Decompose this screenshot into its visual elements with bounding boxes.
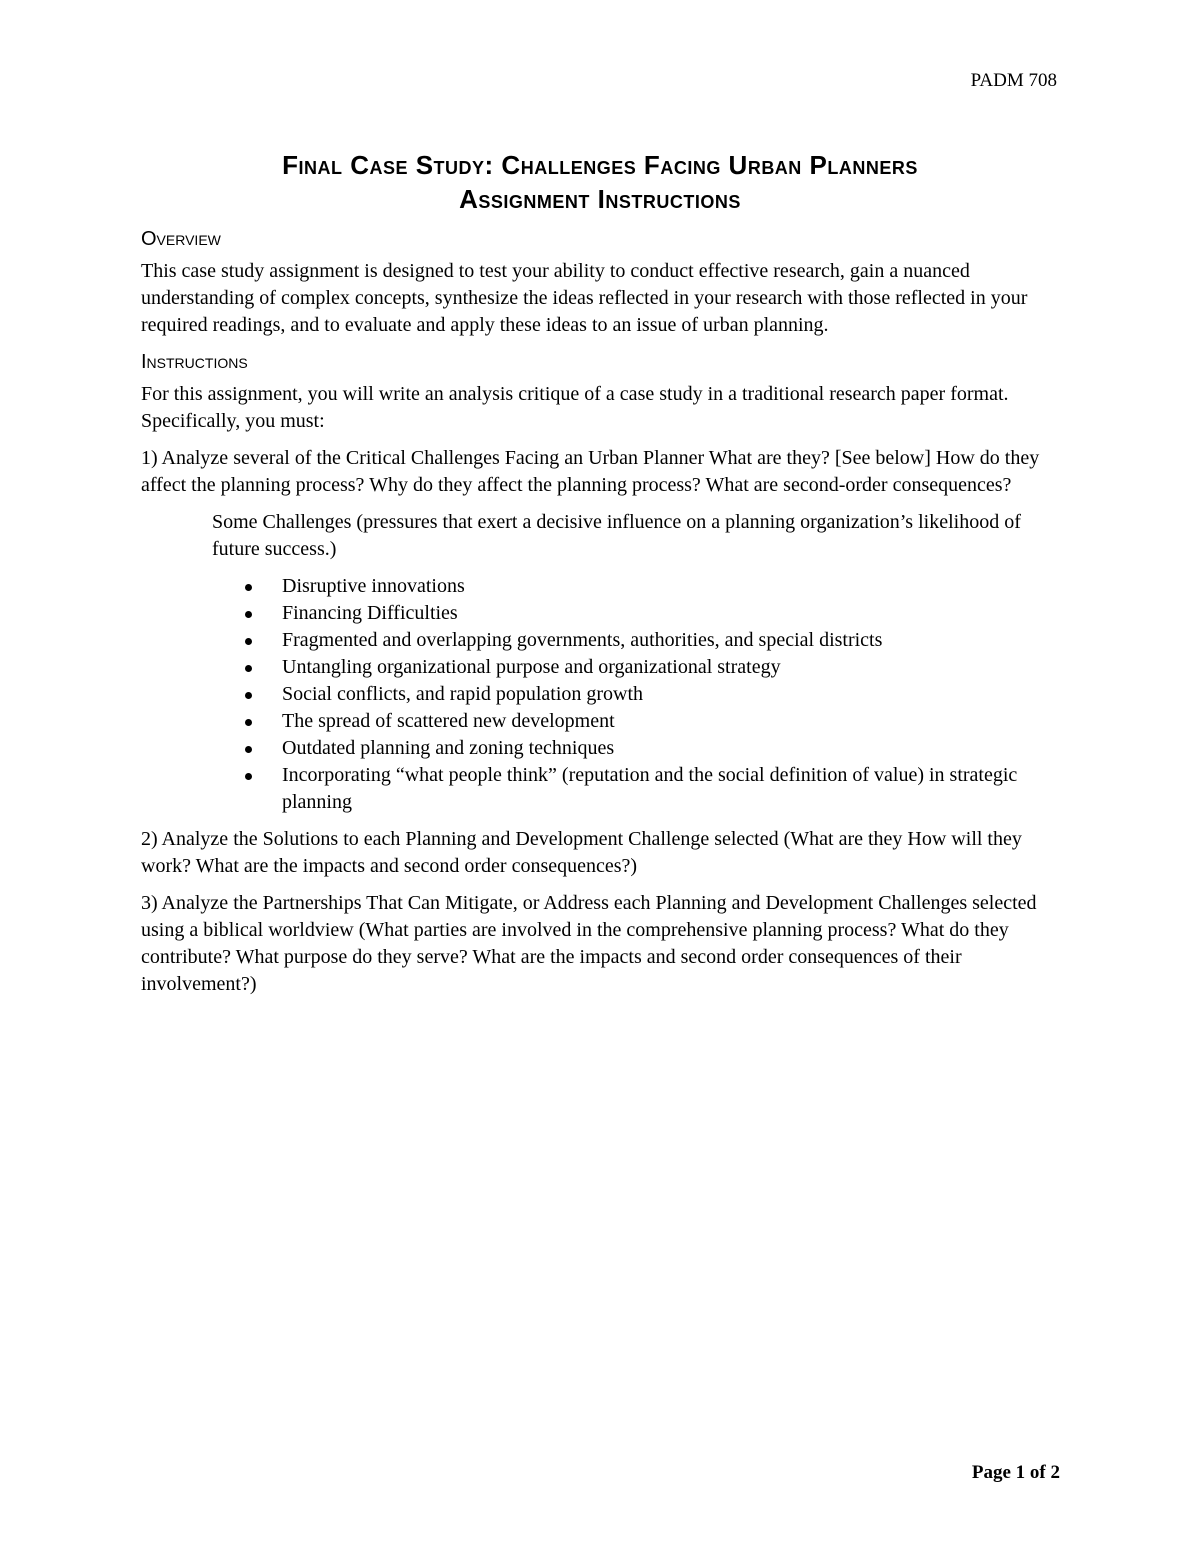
list-item: Outdated planning and zoning techniques <box>251 735 1059 762</box>
list-item: Untangling organizational purpose and organizational strategy <box>251 654 1059 681</box>
bullet-icon <box>245 584 252 591</box>
title-line-2: Assignment Instructions <box>459 184 741 214</box>
instructions-intro: For this assignment, you will write an analysis critique of a case study in a traditional research paper format. Specifically, you must: <box>141 383 1009 432</box>
bullet-icon <box>245 719 252 726</box>
bullet-icon <box>245 692 252 699</box>
list-item: Financing Difficulties <box>251 600 1059 627</box>
page-number: Page 1 of 2 <box>971 1462 1060 1483</box>
step-2: 2) Analyze the Solutions to each Planning and Development Challenge selected (What are they How will they work? What are the impacts and second order consequences?) <box>141 828 1022 877</box>
document-body <box>141 148 1059 1008</box>
challenges-intro: Some Challenges (pressures that exert a decisive influence on a planning organization’s likelihood of future success.) <box>212 511 1021 560</box>
bullet-icon <box>245 746 252 753</box>
list-item: The spread of scattered new development <box>251 708 1059 735</box>
step-3: 3) Analyze the Partnerships That Can Mitigate, or Address each Planning and Development Challenges selected using a biblical worldview (What parties are involved in the comprehensive planning process? What do they contribute? What purpose do they serve? What are the impacts and second order consequences of their involvement?) <box>141 892 1037 995</box>
overview-text: This case study assignment is designed to test your ability to conduct effective research, gain a nuanced understanding of complex concepts, synthesize the ideas reflected in your research with those reflected in your required readings, and to evaluate and apply these ideas to an issue of urban planning. <box>141 260 1028 336</box>
list-item: Incorporating “what people think” (reputation and the social definition of value) in strategic planning <box>251 762 1059 816</box>
challenges-list <box>251 573 1059 816</box>
list-item: Social conflicts, and rapid population growth <box>251 681 1059 708</box>
bullet-icon <box>245 773 252 780</box>
bullet-icon <box>245 638 252 645</box>
list-item: Disruptive innovations <box>251 573 1059 600</box>
overview-heading: Overview <box>141 228 221 250</box>
course-code: PADM 708 <box>970 70 1057 91</box>
bullet-icon <box>245 665 252 672</box>
instructions-heading: Instructions <box>141 351 248 373</box>
list-item: Fragmented and overlapping governments, authorities, and special districts <box>251 627 1059 654</box>
bullet-icon <box>245 611 252 618</box>
title-line-1: Final Case Study: Challenges Facing Urban Planners <box>282 150 918 180</box>
step-1: 1) Analyze several of the Critical Challenges Facing an Urban Planner What are they? [See below] How do they affect the planning process? Why do they affect the planning process? What are second-order consequences? <box>141 447 1040 496</box>
document-title <box>141 148 1059 216</box>
